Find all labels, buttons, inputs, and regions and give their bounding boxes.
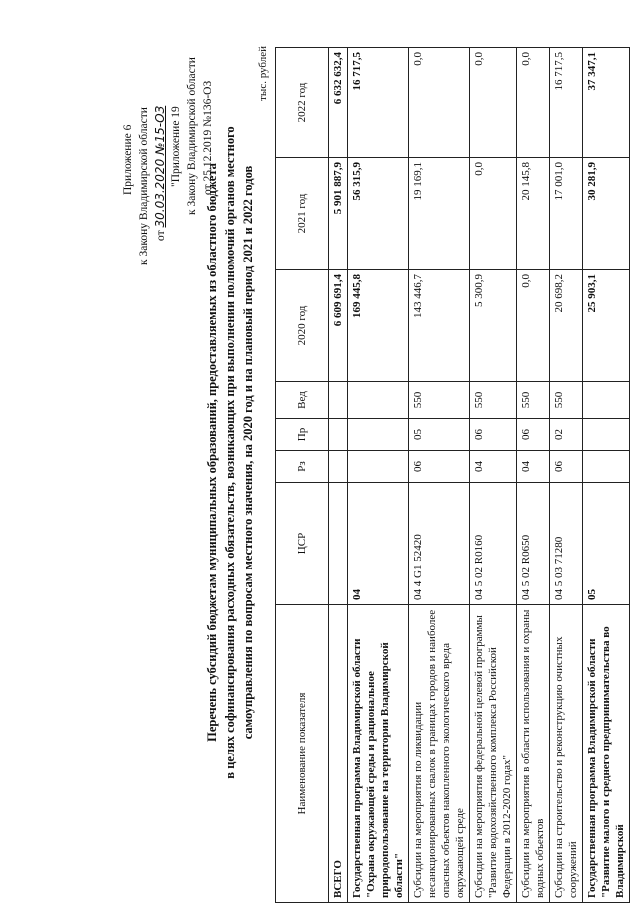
table-row [583,48,630,903]
cell-2020: 25 903,1 [583,270,630,382]
cell-2022: 0,0 [517,48,550,158]
table-row [470,48,517,903]
cell-ved [329,382,348,419]
table-row [348,48,409,903]
cell-csr: 04 4 G1 52420 [409,483,470,605]
handwritten-date-signature: 30.03.2020 №15-ОЗ [153,105,167,228]
cell-2021: 5 901 887,9 [329,158,348,270]
table-row [517,48,550,903]
title-line-3: самоуправления по вопросам местного значения, на 2020 год и на плановый период 2021 и 2022 годов [241,165,255,740]
cell-2022: 0,0 [470,48,517,158]
cell-2022: 16 717,5 [550,48,583,158]
cell-pr [329,419,348,451]
header-2020: 2020 год [276,270,329,382]
header-rz: Рз [276,451,329,483]
cell-pr: 06 [470,419,517,451]
appendix-6-date-prefix: от [155,230,167,241]
cell-2021: 17 001,0 [550,158,583,270]
cell-rz [329,451,348,483]
cell-csr: 04 [348,483,409,605]
units-label: тыс. рублей [257,46,269,101]
header-2022: 2022 год [276,48,329,158]
header-csr: ЦСР [276,483,329,605]
subsidies-table [275,47,630,903]
cell-csr [329,483,348,605]
cell-pr: 02 [550,419,583,451]
cell-name: Субсидии на строительство и реконструкцию очистных сооружений [550,605,583,903]
appendix-6-header [120,106,169,265]
cell-name: Субсидии на мероприятия по ликвидации несанкционированных свалок в границах городов и наиболее опасных объектов накопленного экологического вреда окружающей среде [409,605,470,903]
table-row [409,48,470,903]
cell-2021: 19 169,1 [409,158,470,270]
cell-2021: 56 315,9 [348,158,409,270]
table-header-row [276,48,329,903]
cell-ved: 550 [470,382,517,419]
cell-rz [348,451,409,483]
cell-csr: 05 [583,483,630,605]
title-line-1: Перечень субсидий бюджетам муниципальных образований, предоставляемых из областного бюджета [205,163,219,742]
header-2021: 2021 год [276,158,329,270]
cell-2021: 0,0 [470,158,517,270]
appendix-6-date [152,106,169,265]
header-ved: Вед [276,382,329,419]
cell-2021: 20 145,8 [517,158,550,270]
cell-2022: 6 632 632,4 [329,48,348,158]
cell-2022: 16 717,5 [348,48,409,158]
cell-name: Государственная программа Владимирской области "Охрана окружающей среды и рациональное природопользование на территории Владимирской области" [348,605,409,903]
cell-rz: 04 [517,451,550,483]
cell-name: ВСЕГО [329,605,348,903]
cell-2020: 169 445,8 [348,270,409,382]
header-pr: Пр [276,419,329,451]
header-name: Наименование показателя [276,605,329,903]
cell-name: Субсидии на мероприятия в области использования и охраны водных объектов [517,605,550,903]
cell-ved: 550 [517,382,550,419]
cell-ved: 550 [409,382,470,419]
cell-rz: 06 [550,451,583,483]
cell-2020: 6 609 691,4 [329,270,348,382]
document-title [203,0,257,905]
cell-ved [583,382,630,419]
cell-rz [583,451,630,483]
cell-rz: 04 [470,451,517,483]
table-row [550,48,583,903]
cell-2020: 143 446,7 [409,270,470,382]
appendix-19-law: к Закону Владимирской области [186,57,198,215]
cell-csr: 04 5 02 R0160 [470,483,517,605]
cell-pr [348,419,409,451]
title-line-2: в целях софинансирования расходных обязательств, возникающих при выполнении полномочий органов местного [223,126,237,779]
cell-csr: 04 5 02 R0650 [517,483,550,605]
cell-2020: 5 300,9 [470,270,517,382]
cell-name: Государственная программа Владимирской области "Развитие малого и среднего предпринимательства во Владимирской [583,605,630,903]
cell-csr: 04 5 03 71280 [550,483,583,605]
appendix-19-date: от 25.12.2019 №136-ОЗ [202,80,214,195]
cell-2020: 20 698,2 [550,270,583,382]
cell-2022: 37 347,1 [583,48,630,158]
cell-name: Субсидии на мероприятия федеральной целевой программы "Развитие водохозяйственного комплекса Российской Федерации в 2012-2020 годах" [470,605,517,903]
cell-pr: 06 [517,419,550,451]
cell-ved [348,382,409,419]
cell-ved: 550 [550,382,583,419]
appendix-6-label: Приложение 6 [122,124,134,195]
appendix-6-law: к Закону Владимирской области [138,107,150,265]
cell-2022: 0,0 [409,48,470,158]
cell-2021: 30 281,9 [583,158,630,270]
appendix-19-label: "Приложение 19 [170,106,182,187]
cell-pr [583,419,630,451]
cell-rz: 06 [409,451,470,483]
table-row-total [329,48,348,903]
cell-pr: 05 [409,419,470,451]
cell-2020: 0,0 [517,270,550,382]
